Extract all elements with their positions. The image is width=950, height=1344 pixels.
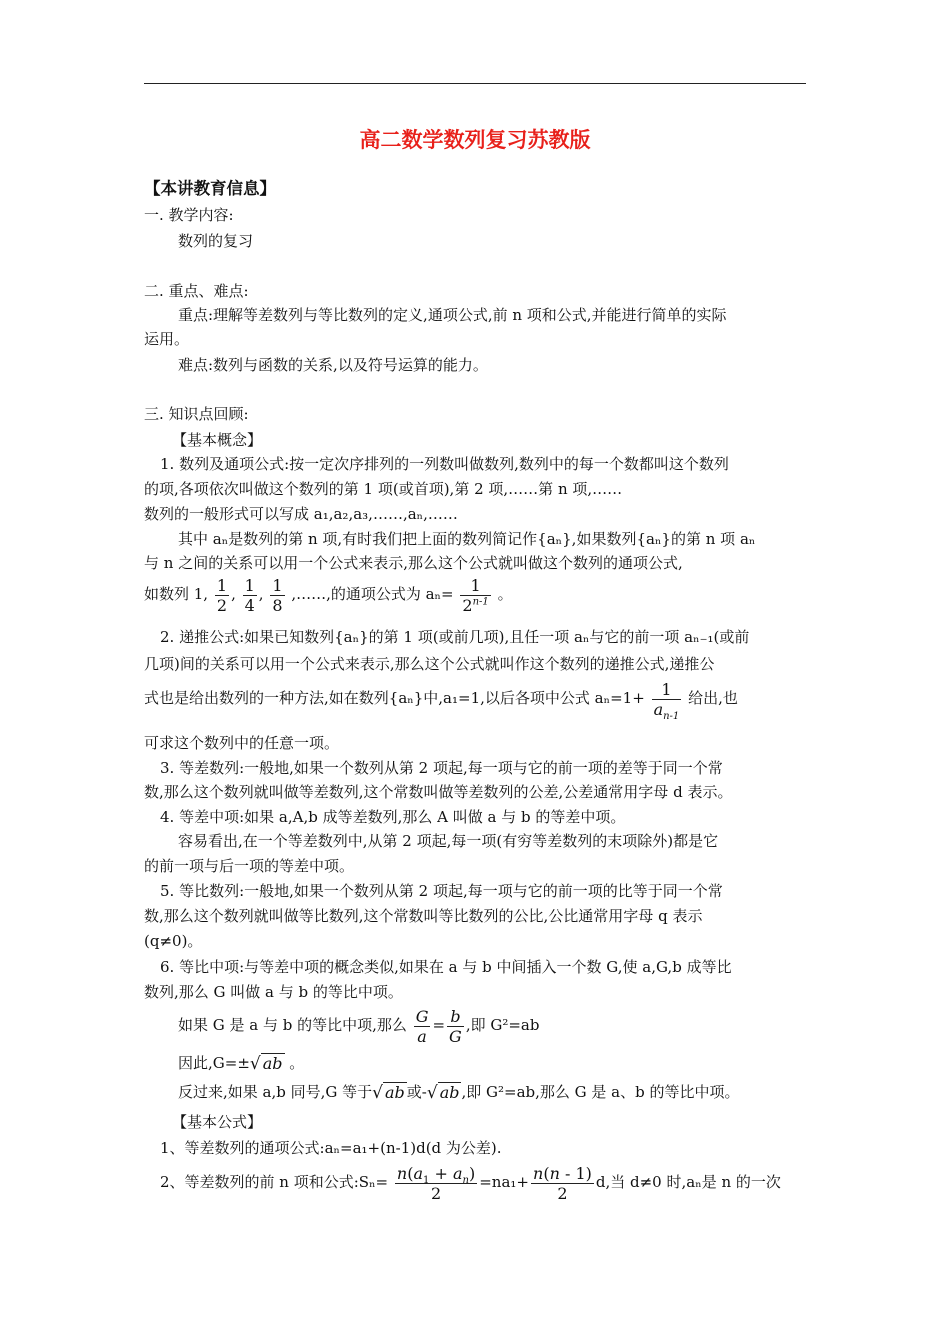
fraction-g-over-a: $\frac{G}{a}$ [415, 1006, 429, 1046]
c6-line4-suffix: 。 [289, 1054, 305, 1072]
sum-formula-fraction-1: $\frac{n(a_1 + a_n)}{2}$ [396, 1163, 476, 1203]
c2-line3-suffix: 给出,也 [688, 689, 738, 707]
c4-line3: 的前一项与后一项的等差中项。 [144, 857, 355, 875]
c4-line2: 容易看出,在一个等差数列中,从第 2 项起,每一项(有穷等差数列的末项除外)都是它 [178, 832, 719, 850]
c2-line3 [144, 676, 738, 720]
fraction-one-eighth: $\frac{1}{8}$ [272, 575, 283, 615]
c1-line4: 其中 aₙ是数列的第 n 项,有时我们把上面的数列简记作{aₙ},如果数列{aₙ}的第 n 项 aₙ [178, 530, 756, 548]
s2-key-line1: 重点:理解等差数列与等比数列的定义,通项公式,前 n 项和公式,并能进行简单的实际 [178, 306, 727, 324]
c3-line1: 3. 等差数列:一般地,如果一个数列从第 2 项起,每一项与它的前一项的差等于同一个常 [160, 759, 723, 777]
page-title: 高二数学数列复习苏教版 [359, 128, 591, 152]
c1-example-end: 。 [497, 585, 513, 603]
c6-line4-prefix: 因此,G=± [178, 1054, 250, 1072]
general-term-formula: $\frac{1}{2^{n-1}}$ [462, 575, 489, 615]
c2-line4: 可求这个数列中的任意一项。 [144, 734, 340, 752]
c5-line2: 数,那么这个数列就叫做等比数列,这个常数叫等比数列的公比,公比通常用字母 q 表示 [144, 907, 703, 925]
c1-line3: 数列的一般形式可以写成 a₁,a₂,a₃,……,aₙ,…… [144, 505, 458, 523]
c5-line1: 5. 等比数列:一般地,如果一个数列从第 2 项起,每一项与它的前一项的比等于同一个常 [160, 882, 723, 900]
formula-2-suffix: d,当 d≠0 时,aₙ是 n 的一次 [595, 1173, 781, 1191]
section-header: 【本讲教育信息】 [144, 179, 276, 198]
c6-line4 [178, 1052, 304, 1075]
c1-example: 如数列 1, $\frac{1}{2}$ , $\frac{1}{4}$ , $\frac{1}{8}$ ,……,的通项公式为 aₙ= $\frac{1}{2^{n-1}}$ 。 [144, 575, 513, 615]
c1-line2: 的项,各项依次叫做这个数列的第 1 项(或首项),第 2 项,……第 n 项,…… [144, 480, 623, 498]
s1-heading: 一. 教学内容: [144, 206, 234, 224]
c6-line3: 如果 G 是 a 与 b 的等比中项,那么 $\frac{G}{a}$ = $\frac{b}{G}$ ,即 G²=ab [178, 1006, 540, 1046]
c2-line1: 2. 递推公式:如果已知数列{aₙ}的第 1 项(或前几项),且任一项 aₙ与它的前一项 aₙ₋₁(或前 [160, 628, 750, 646]
s2-heading: 二. 重点、难点: [144, 282, 249, 300]
c4-line1: 4. 等差中项:如果 a,A,b 成等差数列,那么 A 叫做 a 与 b 的等差中项。 [160, 808, 626, 826]
sqrt-ab: √ ab [249, 1054, 283, 1074]
fraction-one-half: $\frac{1}{2}$ [216, 575, 228, 615]
c1-line5: 与 n 之间的关系可以用一个公式来表示,那么这个公式就叫做这个数列的通项公式, [144, 554, 683, 572]
formula-2-middle: =na₁+ [479, 1173, 529, 1191]
c1-example-middle: ,……,的通项公式为 aₙ= [291, 585, 454, 603]
basic-concepts-label: 【基本概念】 [172, 431, 263, 449]
s3-heading: 三. 知识点回顾: [144, 405, 249, 423]
c6-line2: 数列,那么 G 叫做 a 与 b 的等比中项。 [144, 983, 403, 1001]
sum-formula-fraction-2: $\frac{n(n - 1)}{2}$ [533, 1163, 592, 1203]
fraction-b-over-g: $\frac{b}{G}$ [449, 1006, 462, 1046]
c6-line1: 6. 等比中项:与等差中项的概念类似,如果在 a 与 b 中间插入一个数 G,使 a,G,b 成等比 [160, 958, 732, 976]
c6-line5-prefix: 反过来,如果 a,b 同号,G 等于 [178, 1083, 373, 1101]
c5-line3: (q≠0)。 [144, 932, 203, 950]
sqrt-ab-negative: √ ab [426, 1083, 460, 1103]
formula-2 [160, 1160, 781, 1204]
c1-line1: 1. 数列及通项公式:按一定次序排列的一列数叫做数列,数列中的每一个数都叫这个数列 [160, 455, 729, 473]
basic-formulas-label: 【基本公式】 [172, 1113, 263, 1131]
c3-line2: 数,那么这个数列就叫做等差数列,这个常数叫做等差数列的公差,公差通常用字母 d 表示。 [144, 783, 733, 801]
s2-difficulty: 难点:数列与函数的关系,以及符号运算的能力。 [178, 356, 488, 374]
c2-line2: 几项)间的关系可以用一个公式来表示,那么这个公式就叫作这个数列的递推公式,递推公 [144, 655, 715, 673]
sqrt-ab-positive: √ ab [372, 1083, 405, 1103]
s2-key-line2: 运用。 [144, 330, 190, 348]
formula-2-prefix: 2、等差数列的前 n 项和公式:Sₙ= [160, 1173, 389, 1191]
s1-body: 数列的复习 [178, 232, 254, 250]
c6-line5-suffix: ,即 G²=ab,那么 G 是 a、b 的等比中项。 [461, 1083, 740, 1101]
c6-line3-suffix: ,即 G²=ab [465, 1016, 540, 1034]
c1-example-prefix: 如数列 1, [144, 585, 209, 603]
recursive-formula-fraction: $\frac{1}{a_{n-1}}$ [653, 679, 680, 722]
c2-line3-prefix: 式也是给出数列的一种方法,如在数列{aₙ}中,a₁=1,以后各项中公式 aₙ=1+ [144, 689, 645, 707]
header-rule [144, 83, 806, 84]
c6-line3-prefix: 如果 G 是 a 与 b 的等比中项,那么 [178, 1016, 407, 1034]
fraction-one-quarter: $\frac{1}{4}$ [244, 575, 255, 615]
c6-line5-middle: 或- [406, 1083, 427, 1101]
formula-1: 1、等差数列的通项公式:aₙ=a₁+(n-1)d(d 为公差). [160, 1139, 502, 1157]
c6-line5 [178, 1081, 739, 1104]
